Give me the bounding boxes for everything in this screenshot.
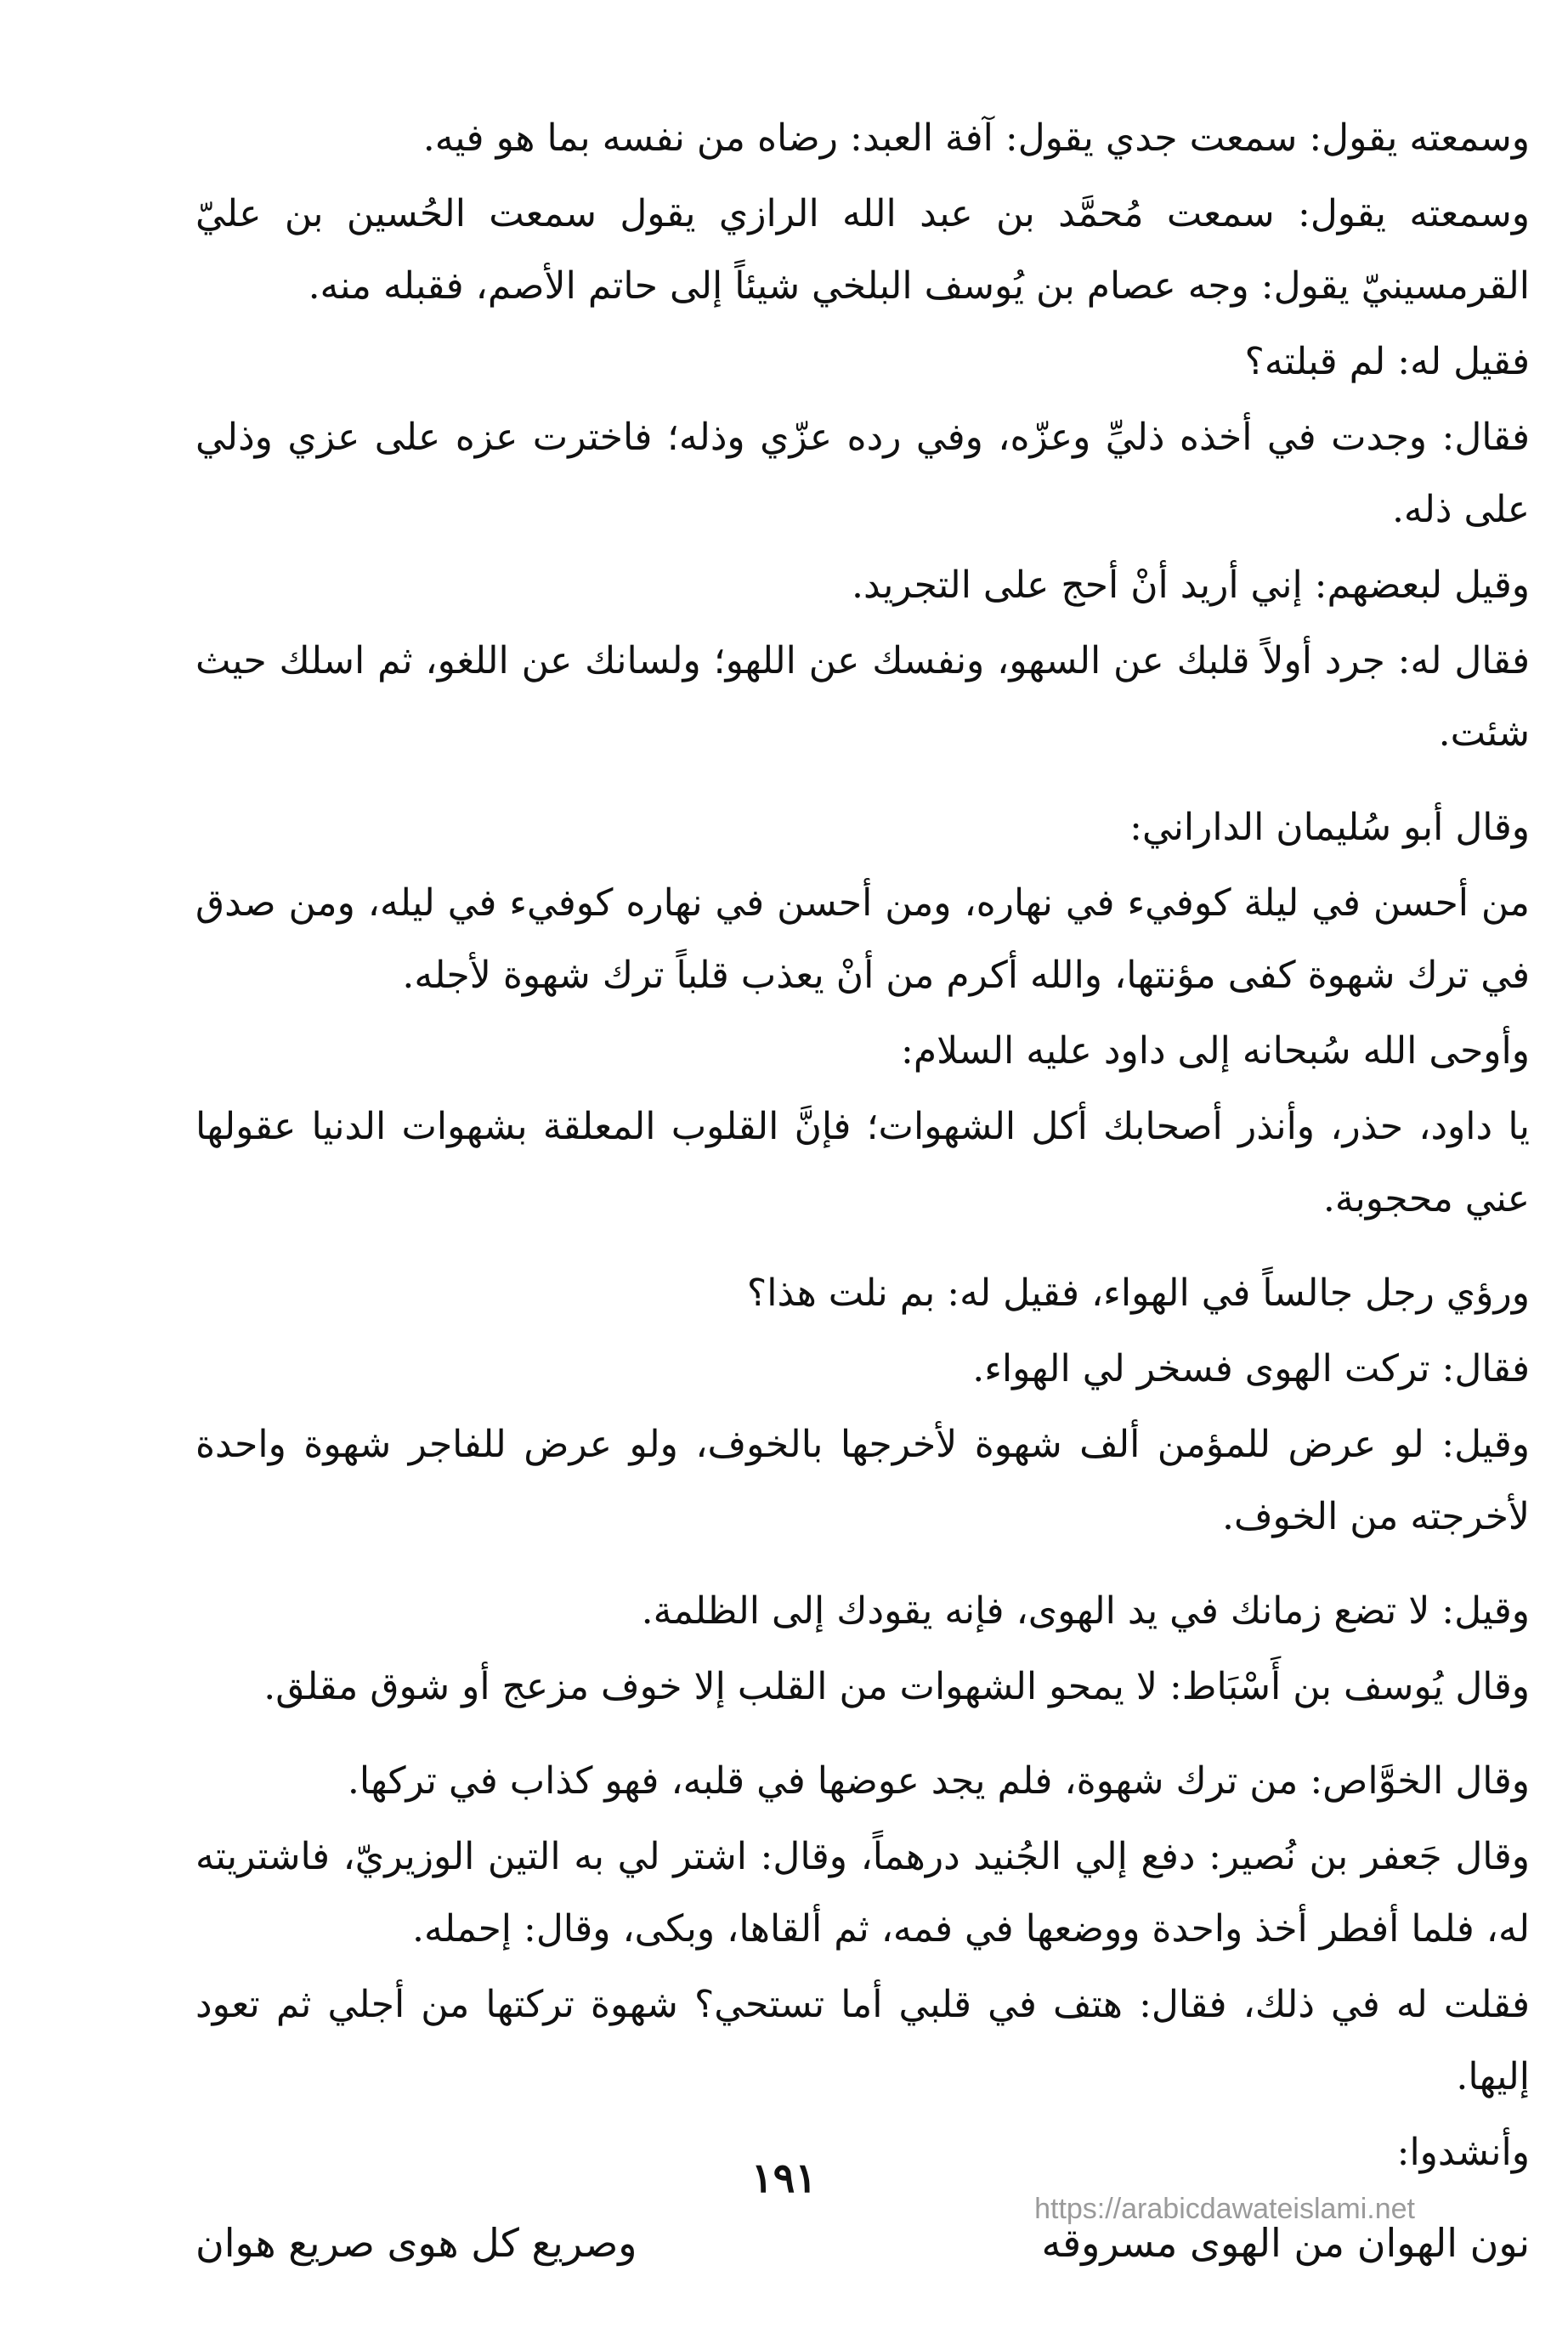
poem-first-hemistich: نون الهوان من الهوى مسروقه xyxy=(1041,2220,1530,2266)
page-body xyxy=(195,102,1530,2279)
paragraph: وقيل: لا تضع زمانك في يد الهوى، فإنه يقودك إلى الظلمة. xyxy=(641,1589,1530,1633)
paragraph: وقال يُوسف بن أَسْبَاط: لا يمحو الشهوات من القلب إلا خوف مزعج أو شوق مقلق. xyxy=(263,1665,1530,1708)
paragraph: وقال جَعفر بن نُصير: دفع إلي الجُنيد درهماً، وقال: اشتر لي به التين الوزيريّ، فاشتريته له، فلما أفطر أخذ واحدة ووضعها في فمه، ثم ألقاها، وبكى، وقال: إحمله. xyxy=(195,1835,1530,1951)
paragraph: وسمعته يقول: سمعت مُحمَّد بن عبد الله الرازي يقول سمعت الحُسين بن عليّ القرمسينيّ يقول: وجه عصام بن يُوسف البلخي شيئاً إلى حاتم الأصم، فقبله منه. xyxy=(195,192,1530,308)
paragraph: فقال له: جرد أولاً قلبك عن السهو، ونفسك عن اللهو؛ ولسانك عن اللغو، ثم اسلك حيث شئت. xyxy=(195,639,1530,755)
paragraph: وقيل: لو عرض للمؤمن ألف شهوة لأخرجها بالخوف، ولو عرض للفاجر شهوة واحدة لأخرجته من الخوف. xyxy=(195,1423,1530,1538)
watermark: https://arabicdawateislami.net xyxy=(1034,2193,1415,2225)
paragraph: يا داود، حذر، وأنذر أصحابك أكل الشهوات؛ فإنَّ القلوب المعلقة بشهوات الدنيا عقولها عني محجوبة. xyxy=(195,1105,1530,1220)
paragraph: وأوحى الله سُبحانه إلى داود عليه السلام: xyxy=(901,1029,1530,1073)
paragraph: وقيل لبعضهم: إني أريد أنْ أحج على التجريد. xyxy=(852,563,1530,607)
paragraph: ورؤي رجل جالساً في الهواء، فقيل له: بم نلت هذا؟ xyxy=(746,1271,1530,1315)
paragraph: فقلت له في ذلك، فقال: هتف في قلبي أما تستحي؟ شهوة تركتها من أجلي ثم تعود إليها. xyxy=(195,1983,1530,2098)
paragraph: فقال: تركت الهوى فسخر لي الهواء. xyxy=(972,1347,1530,1390)
page-number: ١٩١ xyxy=(750,2155,818,2202)
paragraph: فقال: وجدت في أخذه ذليِّ وعزّه، وفي رده عزّي وذله؛ فاخترت عزه على عزي وذلي على ذله. xyxy=(195,416,1530,531)
paragraph: وقال أبو سُليمان الداراني: xyxy=(1129,806,1530,849)
paragraph: وقال الخوَّاص: من ترك شهوة، فلم يجد عوضها في قلبه، فهو كذاب في تركها. xyxy=(347,1759,1530,1803)
paragraph: من أحسن في ليلة كوفيء في نهاره، ومن أحسن في نهاره كوفيء في ليله، ومن صدق في ترك شهوة كفى مؤنتها، والله أكرم من أنْ يعذب قلباً ترك شهوة لأجله. xyxy=(195,881,1530,997)
paragraph: فقيل له: لم قبلته؟ xyxy=(1244,340,1530,383)
poem-second-hemistich: وصريع كل هوى صريع هوان xyxy=(195,2220,637,2266)
poem-intro: وأنشدوا: xyxy=(1396,2131,1530,2174)
paragraph: وسمعته يقول: سمعت جدي يقول: آفة العبد: رضاه من نفسه بما هو فيه. xyxy=(422,116,1530,160)
